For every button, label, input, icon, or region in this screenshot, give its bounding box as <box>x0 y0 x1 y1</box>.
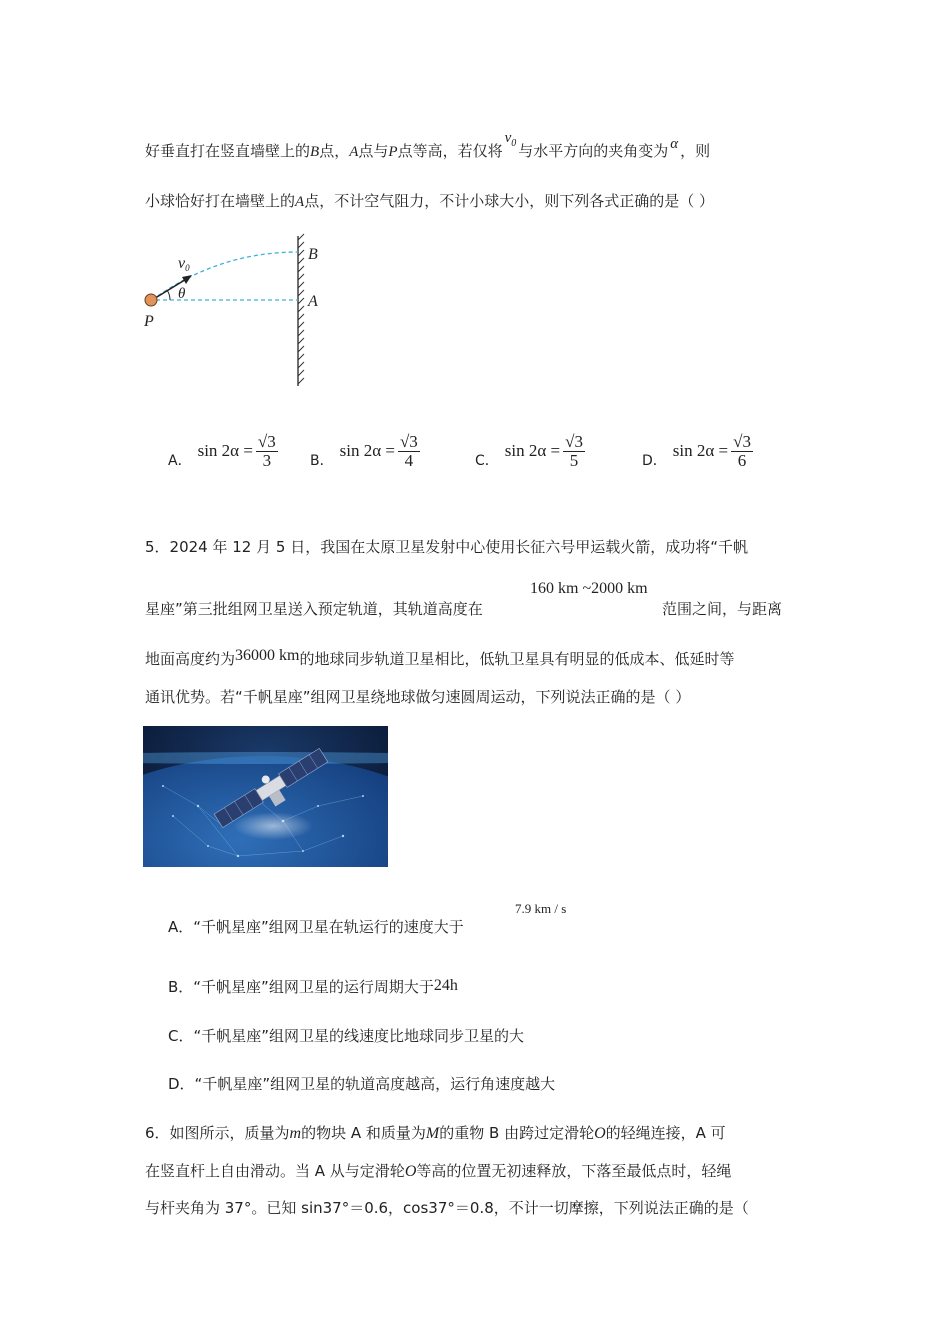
label-theta: θ <box>178 286 186 302</box>
var-B: B <box>310 144 320 160</box>
q4-line-2 <box>145 190 714 211</box>
var-M: M <box>425 1125 440 1142</box>
option-letter: A． <box>168 453 192 469</box>
ball <box>145 294 157 306</box>
projectile-figure <box>138 232 338 392</box>
angle-arc <box>167 290 170 300</box>
q4-line-1 <box>145 130 711 163</box>
text: 的物块 A 和质量为 <box>301 1124 426 1142</box>
q4-option-a[interactable] <box>168 432 278 470</box>
label-B: B <box>308 246 318 263</box>
text: 地面高度约为 <box>145 650 236 668</box>
option-formula: sin 2α = $\frac{√3}{3}$ <box>197 431 276 470</box>
text: 的重物 B 由跨过定滑轮 <box>439 1124 595 1142</box>
q5-line-1: 5．2024 年 12 月 5 日，我国在太原卫星发射中心使用长征六号甲运载火箭，成功将“千帆 <box>145 538 748 556</box>
q6-line-1 <box>145 1122 726 1143</box>
option-formula: sin 2α = $\frac{√3}{4}$ <box>339 431 418 470</box>
text: 6．如图所示，质量为 <box>145 1124 290 1142</box>
var-P: P <box>388 144 398 160</box>
q5-option-b[interactable] <box>168 976 458 997</box>
var-v0: $v_0$ <box>504 130 517 149</box>
arrow-head <box>182 275 192 284</box>
q5-line-4: 通讯优势。若“千帆星座”组网卫星绕地球做匀速圆周运动，下列说法正确的是（ ） <box>145 688 691 706</box>
speed-value: 7.9 km / s <box>515 901 567 916</box>
option-formula: sin 2α = $\frac{√3}{5}$ <box>504 431 583 470</box>
label-P: P <box>144 313 154 330</box>
wall-hatching <box>298 234 304 384</box>
period-value: 24h <box>433 977 458 994</box>
q5-line-2b: 范围之间，与距离 <box>662 600 783 618</box>
text: 与水平方向的夹角变为 <box>518 142 669 160</box>
text: 好垂直打在竖直墙壁上的 <box>145 142 311 160</box>
text: 点，不计空气阻力，不计小球大小，则下列各式正确的是（ ） <box>304 192 714 210</box>
text: 的轻绳连接，A 可 <box>605 1124 726 1142</box>
q6-line-3: 与杆夹角为 37°。已知 sin37°＝0.6，cos37°＝0.8，不计一切摩擦，下列说法正确的是（ <box>145 1199 749 1217</box>
q5-line-2a: 星座”第三批组网卫星送入预定轨道，其轨道高度在 <box>145 600 483 618</box>
option-letter: C． <box>475 453 499 469</box>
earth <box>143 756 388 867</box>
text: 小球恰好打在墙壁上的 <box>145 192 296 210</box>
text: 等高的位置无初速释放，下落至最低点时，轻绳 <box>416 1162 732 1180</box>
var-alpha: α <box>670 136 679 152</box>
var-O: O <box>594 1125 606 1142</box>
option-letter: D． <box>642 453 667 469</box>
var-O: O <box>404 1163 417 1180</box>
q6-line-2 <box>145 1160 731 1181</box>
q4-option-c[interactable] <box>475 432 585 470</box>
text: ，则 <box>680 142 711 160</box>
distance-value: 36000 km <box>235 647 300 664</box>
var-A: A <box>295 194 305 210</box>
q5-option-a[interactable]: A．“千帆星座”组网卫星在轨运行的速度大于 <box>168 918 464 936</box>
label-v0: v0 <box>178 255 190 273</box>
option-formula: sin 2α = $\frac{√3}{6}$ <box>672 431 751 470</box>
text: 的地球同步轨道卫星相比，低轨卫星具有明显的低成本、低延时等 <box>299 650 735 668</box>
q4-option-b[interactable] <box>310 432 420 470</box>
q5-option-c[interactable]: C．“千帆星座”组网卫星的线速度比地球同步卫星的大 <box>168 1027 525 1045</box>
trajectory-curve <box>152 252 298 300</box>
option-text: B．“千帆星座”组网卫星的运行周期大于 <box>168 978 434 996</box>
text: 在竖直杆上自由滑动。当 A 从与定滑轮 <box>145 1162 405 1180</box>
satellite-photo <box>143 726 388 867</box>
text: 点与 <box>358 142 389 160</box>
q4-option-d[interactable] <box>642 432 753 470</box>
text: 点等高，若仅将 <box>397 142 503 160</box>
var-A: A <box>349 144 359 160</box>
q5-option-d[interactable]: D．“千帆星座”组网卫星的轨道高度越高，运行角速度越大 <box>168 1075 556 1093</box>
text: 点， <box>319 142 350 160</box>
option-letter: B． <box>310 453 334 469</box>
var-m: m <box>289 1125 302 1142</box>
label-A: A <box>308 293 318 310</box>
q5-line-3 <box>145 648 734 669</box>
q5-range: 160 km ~2000 km <box>530 580 648 597</box>
